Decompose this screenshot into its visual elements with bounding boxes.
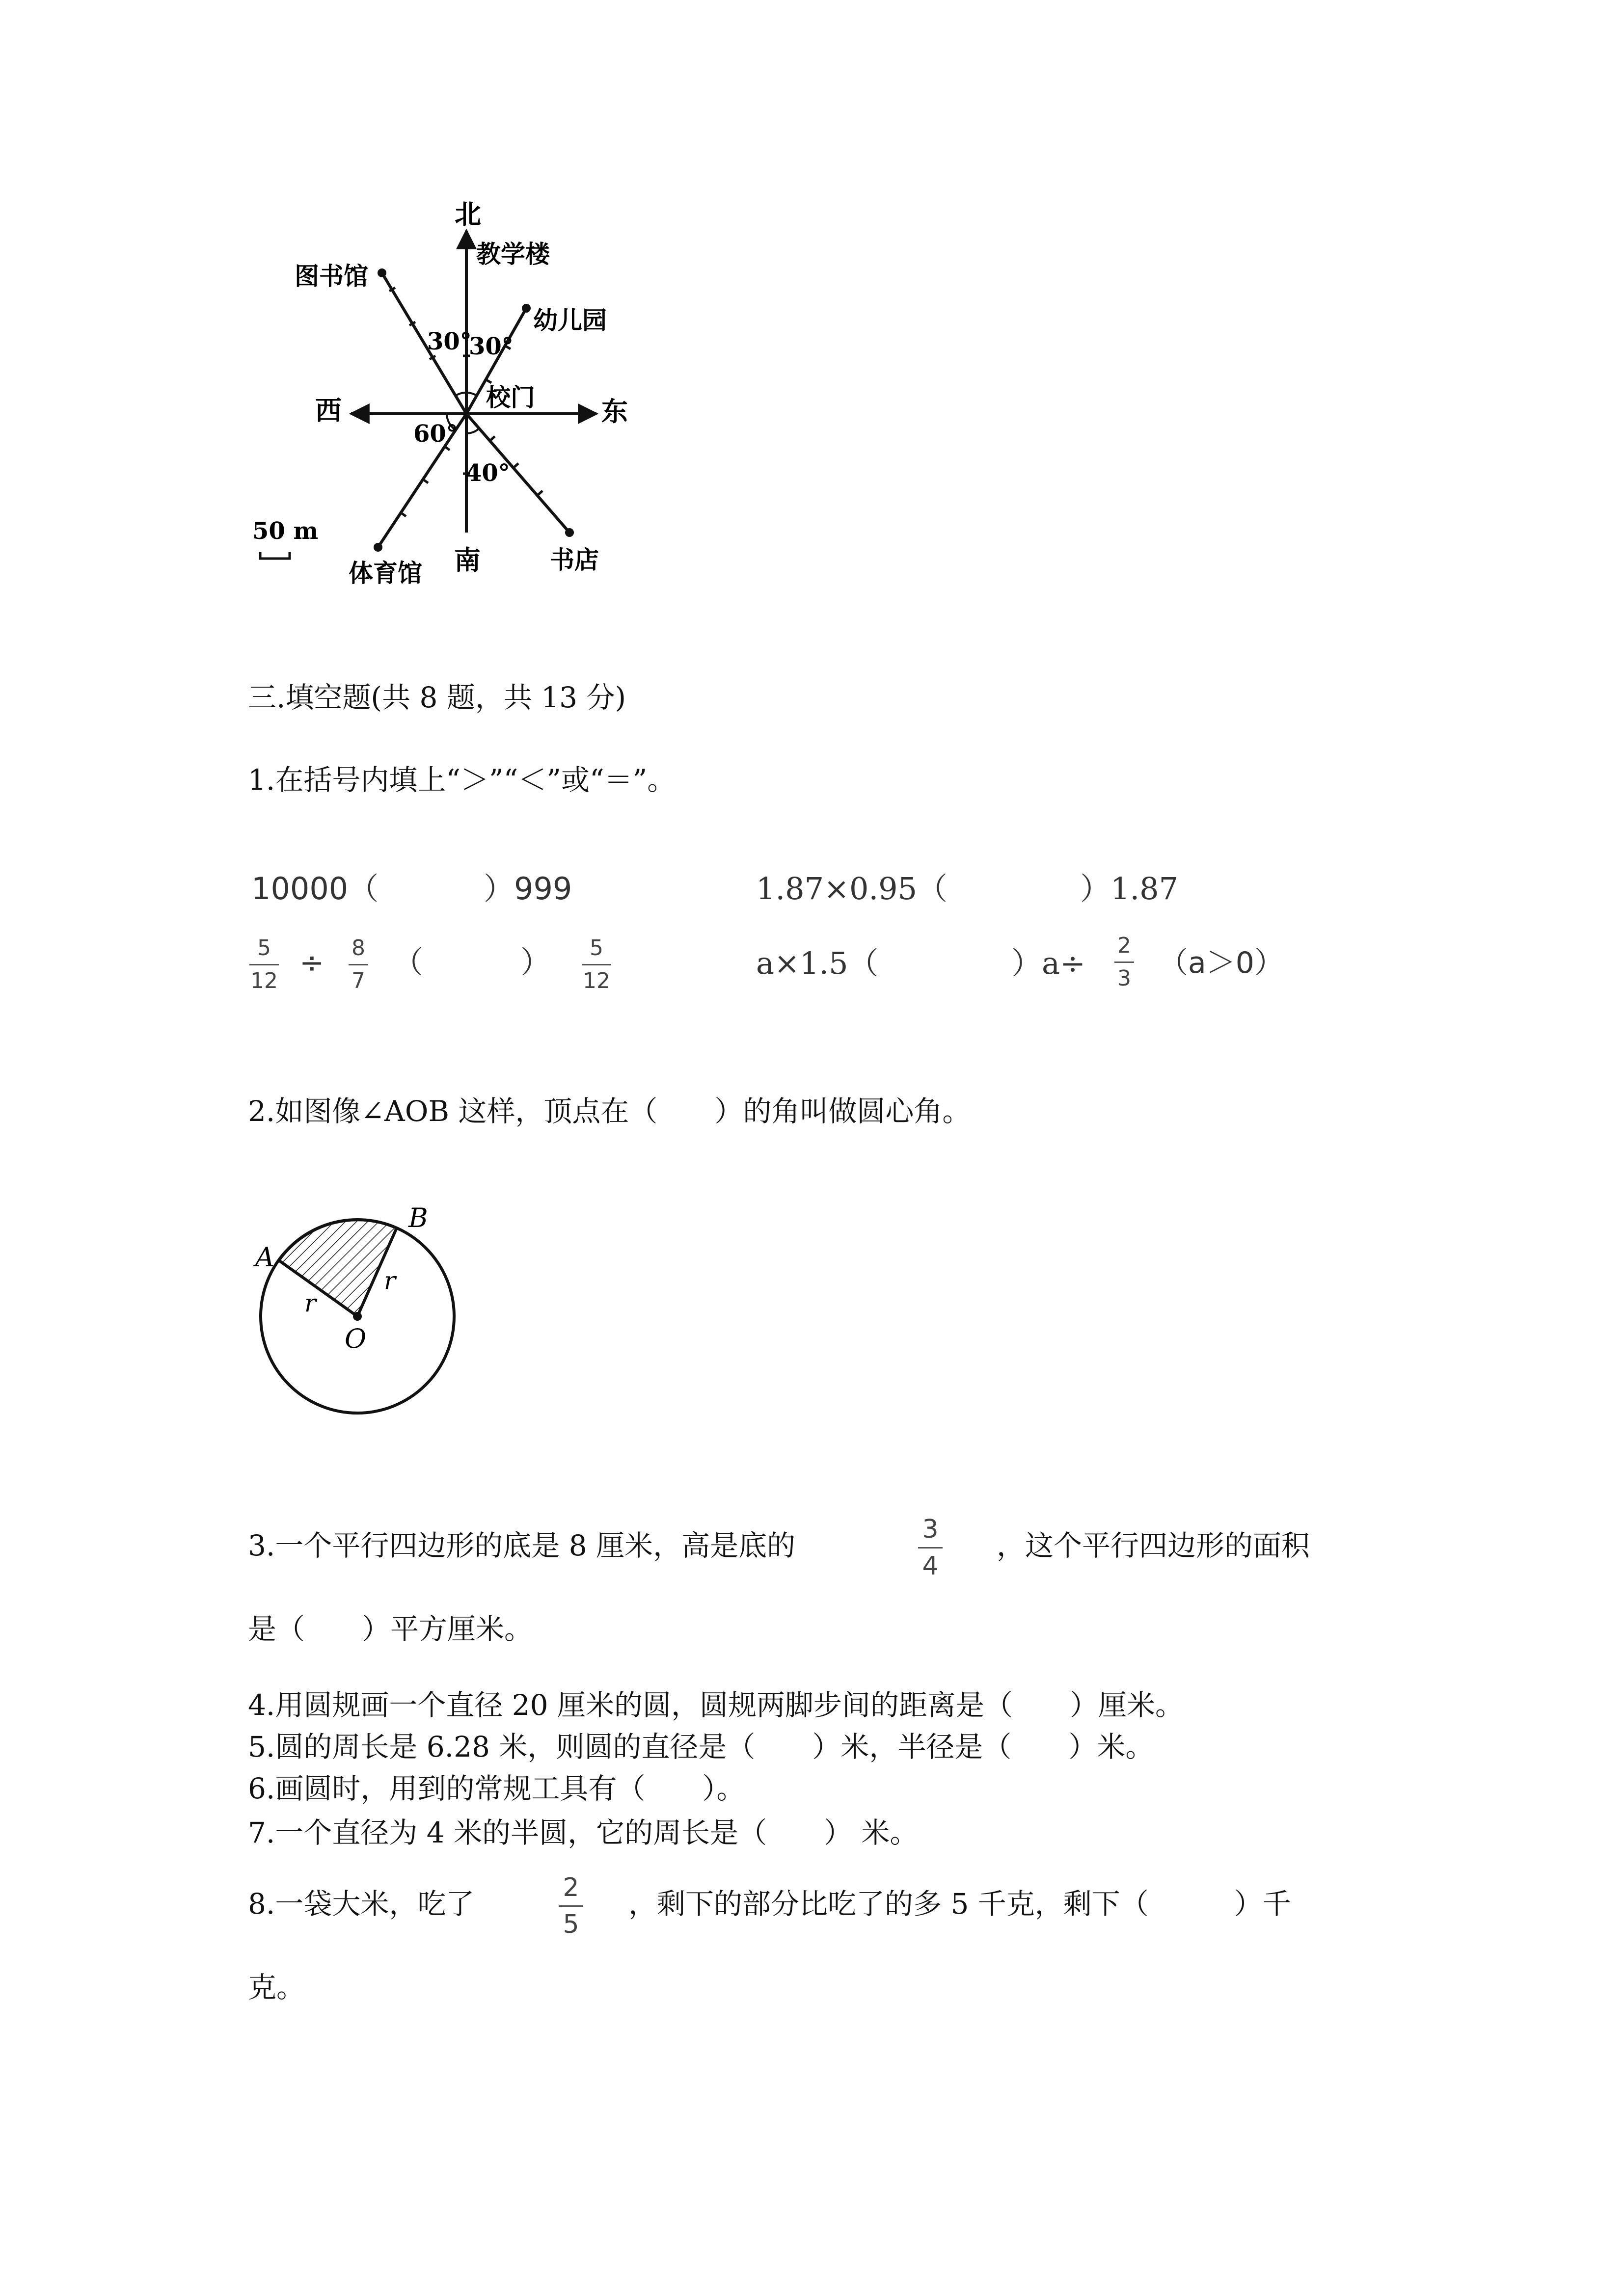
point-b-label: B — [408, 1202, 428, 1233]
angle-library-label: 30° — [427, 328, 472, 355]
q1-item-c-fraction-1 — [249, 937, 279, 992]
question-3-text-line2: 是（ ）平方厘米。 — [248, 1612, 533, 1646]
question-3-fraction — [918, 1517, 943, 1579]
radius-right-label: r — [384, 1266, 396, 1295]
scale-bar — [260, 552, 290, 559]
question-6-text: 6.画圆时，用到的常规工具有（ ）。 — [248, 1772, 745, 1805]
q1-item-a-right: ）999 — [484, 871, 572, 907]
q1-item-c-divide-sign: ÷ — [299, 946, 325, 980]
q1-item-b-left: 1.87×0.95（ — [756, 871, 948, 907]
fraction-denominator: 3 — [1117, 966, 1131, 991]
south-label: 南 — [454, 544, 481, 576]
angle-kindergarten-label: 30° — [469, 333, 514, 360]
fraction-bar — [349, 964, 368, 965]
question-8-text-part1: 8.一袋大米，吃了 — [248, 1887, 475, 1921]
question-3-text-part2: ，这个平行四边形的面积 — [997, 1529, 1310, 1562]
fraction-denominator: 5 — [563, 1910, 579, 1939]
circle-central-angle-figure — [236, 1198, 471, 1423]
question-8-text-line2: 克。 — [248, 1971, 305, 2004]
question-3-text-part1: 3.一个平行四边形的底是 8 厘米，高是底的 — [248, 1529, 796, 1562]
fraction-bar — [559, 1905, 583, 1907]
fraction-numerator: 5 — [590, 935, 603, 961]
section-title: 三.填空题(共 8 题，共 13 分) — [248, 681, 626, 714]
north-label: 北 — [455, 198, 481, 230]
direction-map-figure — [0, 0, 687, 618]
east-label: 东 — [601, 396, 628, 427]
fraction-numerator: 2 — [563, 1873, 579, 1902]
fraction-numerator: 8 — [352, 935, 365, 961]
fraction-bar — [918, 1547, 943, 1548]
fraction-bar — [582, 964, 611, 965]
question-8-fraction — [559, 1875, 583, 1937]
point-a-label: A — [255, 1242, 274, 1273]
q1-item-d-left: a×1.5（ — [756, 945, 879, 981]
center-point — [353, 1312, 362, 1321]
fraction-bar — [249, 964, 279, 965]
question-2-text: 2.如图像∠AOB 这样，顶点在（ ）的角叫做圆心角。 — [248, 1095, 971, 1128]
fraction-numerator: 2 — [1117, 933, 1131, 958]
q1-item-b-right: ）1.87 — [1080, 871, 1179, 907]
q1-item-c-fraction-3 — [582, 937, 611, 992]
q1-item-d-condition: （a＞0） — [1159, 946, 1284, 980]
q1-item-d-right: ）a÷ — [1011, 945, 1085, 981]
bookstore-label: 书店 — [550, 545, 599, 574]
question-5-text: 5.圆的周长是 6.28 米，则圆的直径是（ ）米，半径是（ ）米。 — [248, 1730, 1154, 1763]
question-4-text: 4.用圆规画一个直径 20 厘米的圆，圆规两脚步间的距离是（ ）厘米。 — [248, 1688, 1184, 1722]
scale-label: 50 m — [252, 517, 319, 545]
fraction-numerator: 3 — [922, 1515, 939, 1544]
angle-bookstore-label: 40° — [465, 459, 510, 487]
library-label: 图书馆 — [295, 262, 368, 291]
fraction-denominator: 12 — [250, 968, 278, 993]
question-8-text-part2: ，剩下的部分比吃了的多 5 千克，剩下（ ）千 — [628, 1887, 1291, 1921]
teaching-building-label: 教学楼 — [476, 240, 550, 268]
q1-item-c-fraction-2 — [349, 937, 368, 992]
gym-label: 体育馆 — [349, 559, 422, 587]
q1-item-c-close-paren: ） — [520, 944, 551, 980]
fraction-numerator: 5 — [257, 935, 271, 961]
fraction-denominator: 12 — [583, 968, 610, 993]
q1-item-a-left: 10000（ — [251, 871, 379, 907]
fraction-denominator: 7 — [352, 968, 365, 993]
west-label: 西 — [315, 395, 342, 426]
fraction-denominator: 4 — [922, 1551, 939, 1581]
q1-item-d-fraction — [1114, 935, 1134, 989]
q1-item-c-open-paren: （ — [393, 944, 424, 980]
point-o-label: O — [345, 1323, 367, 1354]
shaded-sector — [279, 1220, 397, 1316]
fraction-bar — [1114, 961, 1134, 963]
school-gate-label: 校门 — [486, 383, 535, 412]
angle-gym-label: 60° — [413, 420, 458, 448]
question-7-text: 7.一个直径为 4 米的半圆，它的周长是（ ） 米。 — [248, 1816, 919, 1849]
radius-left-label: r — [304, 1289, 316, 1317]
kindergarten-label: 幼儿园 — [533, 306, 607, 335]
question-1-text: 1.在括号内填上“＞”“＜”或“＝”。 — [248, 763, 676, 797]
